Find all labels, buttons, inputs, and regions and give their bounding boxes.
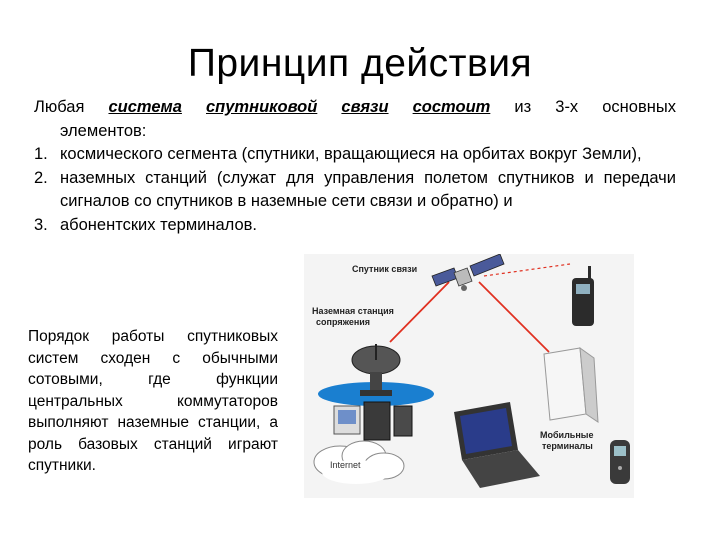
intro-word: Любая — [34, 98, 85, 116]
handheld-terminal-icon — [610, 440, 630, 484]
mobile-terminal-icon — [544, 348, 598, 422]
server-rack-icon — [334, 402, 412, 440]
label-internet: Internet — [330, 460, 361, 470]
intro-emphasis-consists: состоит — [412, 98, 491, 116]
intro-emphasis-communication: связи — [341, 98, 389, 116]
satellite-icon — [432, 254, 504, 291]
laptop-icon — [454, 402, 540, 488]
intro-emphasis-satellite: спутниковой — [206, 98, 318, 116]
label-ground-station: Наземная станция — [312, 306, 394, 316]
diagram-canvas — [304, 254, 634, 498]
satellite-system-diagram — [304, 254, 634, 498]
list-item-text: абонентских терминалов. — [60, 215, 258, 234]
label-satellite: Спутник связи — [352, 264, 418, 274]
link-satellite-station — [390, 282, 449, 342]
list-item-number: 2. — [34, 168, 48, 187]
signal-links — [390, 264, 570, 352]
intro-block — [34, 96, 676, 237]
satellite-phone-icon — [572, 266, 594, 326]
label-mobile-terminals-sub: терминалы — [542, 441, 593, 451]
list-item-text: наземных станций (служат для управления полетом спутников и передачи сигналов со спутников в наземные сети связи и обратно) и — [60, 168, 676, 210]
intro-word: из 3-х основных — [514, 98, 676, 116]
link-satellite-terminal — [479, 282, 549, 352]
list-item-text: космического сегмента (спутники, вращающиеся на орбитах вокруг Земли), — [60, 145, 642, 163]
list-item — [34, 214, 310, 238]
label-mobile-terminals: Мобильные — [540, 430, 594, 440]
slide-title: Принцип действия — [187, 42, 533, 85]
ground-station-icon — [318, 344, 434, 406]
intro-continuation: элементов: — [60, 121, 147, 140]
list-item — [34, 143, 676, 167]
list-item — [34, 167, 676, 214]
order-paragraph: Порядок работы спутниковых систем сходен с обычными сотовыми, где функции центральных коммутаторов выполняют наземные станции, а роль базовых станций играют спутники. — [28, 328, 278, 474]
intro-first-line — [34, 96, 676, 120]
intro-emphasis-system: система — [108, 98, 182, 116]
label-ground-station-sub: сопряжения — [316, 317, 371, 327]
components-list — [34, 143, 676, 237]
list-item-number: 1. — [34, 145, 48, 163]
list-item-number: 3. — [34, 215, 48, 234]
